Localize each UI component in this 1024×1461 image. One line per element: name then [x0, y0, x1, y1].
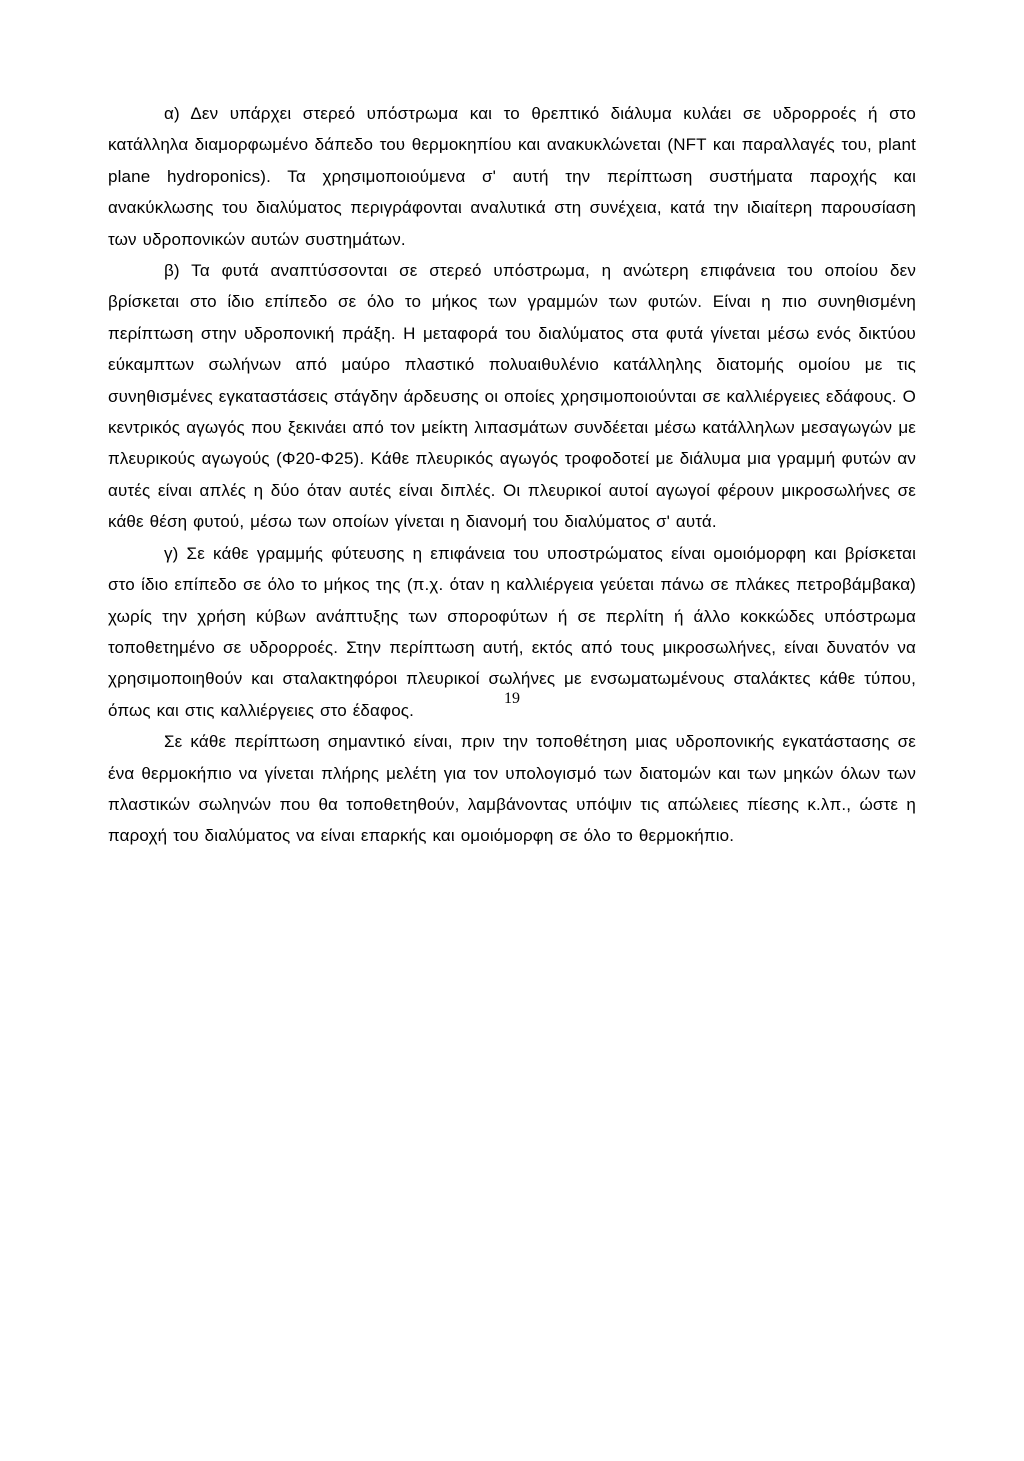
paragraph-alpha: α) Δεν υπάρχει στερεό υπόστρωμα και το θρεπτικό διάλυμα κυλάει σε υδρορροές ή στο κατάλληλα διαμορφωμένο δάπεδο του θερμοκηπίου και ανακυκλώνεται (NFT και παραλλαγές του, plant plane hydroponics). Τα χρησιμοποιούμενα σ' αυτή την περίπτωση συστήματα παροχής και ανακύκλωσης του διαλύματος περιγράφονται αναλυτικά στη συνέχεια, κατά την ιδιαίτερη παρουσίαση των υδροπονικών αυτών συστημάτων.: [108, 104, 916, 249]
page-body: [108, 98, 916, 852]
paragraph-beta: β) Τα φυτά αναπτύσσονται σε στερεό υπόστρωμα, η ανώτερη επιφάνεια του οποίου δεν βρίσκεται στο ίδιο επίπεδο σε όλο το μήκος των γραμμών των φυτών. Είναι η πιο συνηθισμένη περίπτωση στην υδροπονική πράξη. Η μεταφορά του διαλύματος στα φυτά γίνεται μέσω ενός δικτύου εύκαμπτων σωλήνων από μαύρο πλαστικό πολυαιθυλένιο κατάλληλης διατομής ομοίου με τις συνηθισμένες εγκαταστάσεις στάγδην άρδευσης οι οποίες χρησιμοποιούνται σε καλλιέργειες εδάφους. Ο κεντρικός αγωγός που ξεκινάει από τον μείκτη λιπασμάτων συνδέεται μέσω κατάλληλων μεσαγωγών με πλευρικούς αγωγούς (Φ20-Φ25). Κάθε πλευρικός αγωγός τροφοδοτεί με διάλυμα μια γραμμή φυτών αν αυτές είναι απλές η δύο όταν αυτές είναι διπλές. Οι πλευρικοί αυτοί αγωγοί φέρουν μικροσωλήνες σε κάθε θέση φυτού, μέσω των οποίων γίνεται η διανομή του διαλύματος σ' αυτά.: [108, 261, 916, 532]
paragraph-conclusion: Σε κάθε περίπτωση σημαντικό είναι, πριν την τοποθέτηση μιας υδροπονικής εγκατάστασης σε ένα θερμοκήπιο να γίνεται πλήρης μελέτη για τον υπολογισμό των διατομών και των μηκών όλων των πλαστικών σωληνών που θα τοποθετηθούν, λαμβάνοντας υπόψιν τις απώλειες πίεσης κ.λπ., ώστε η παροχή του διαλύματος να είναι επαρκής και ομοιόμορφη σε όλο το θερμοκήπιο.: [108, 732, 916, 846]
paragraph-gamma: γ) Σε κάθε γραμμής φύτευσης η επιφάνεια του υποστρώματος είναι ομοιόμορφη και βρίσκεται στο ίδιο επίπεδο σε όλο το μήκος της (π.χ. όταν η καλλιέργεια γεύεται πάνω σε πλάκες πετροβάμβακα) χωρίς την χρήση κύβων ανάπτυξης των σποροφύτων ή σε περλίτη ή άλλο κοκκώδες υπόστρωμα τοποθετημένο σε υδρορροές. Στην περίπτωση αυτή, εκτός από τους μικροσωλήνες, είναι δυνατόν να χρησιμοποιηθούν και σταλακτηφόροι πλευρικοί σωλήνες με ενσωματωμένους σταλάκτες κάθε τύπου, όπως και στις καλλιέργειες στο έδαφος.: [108, 543, 916, 720]
page-number: 19: [504, 690, 520, 707]
